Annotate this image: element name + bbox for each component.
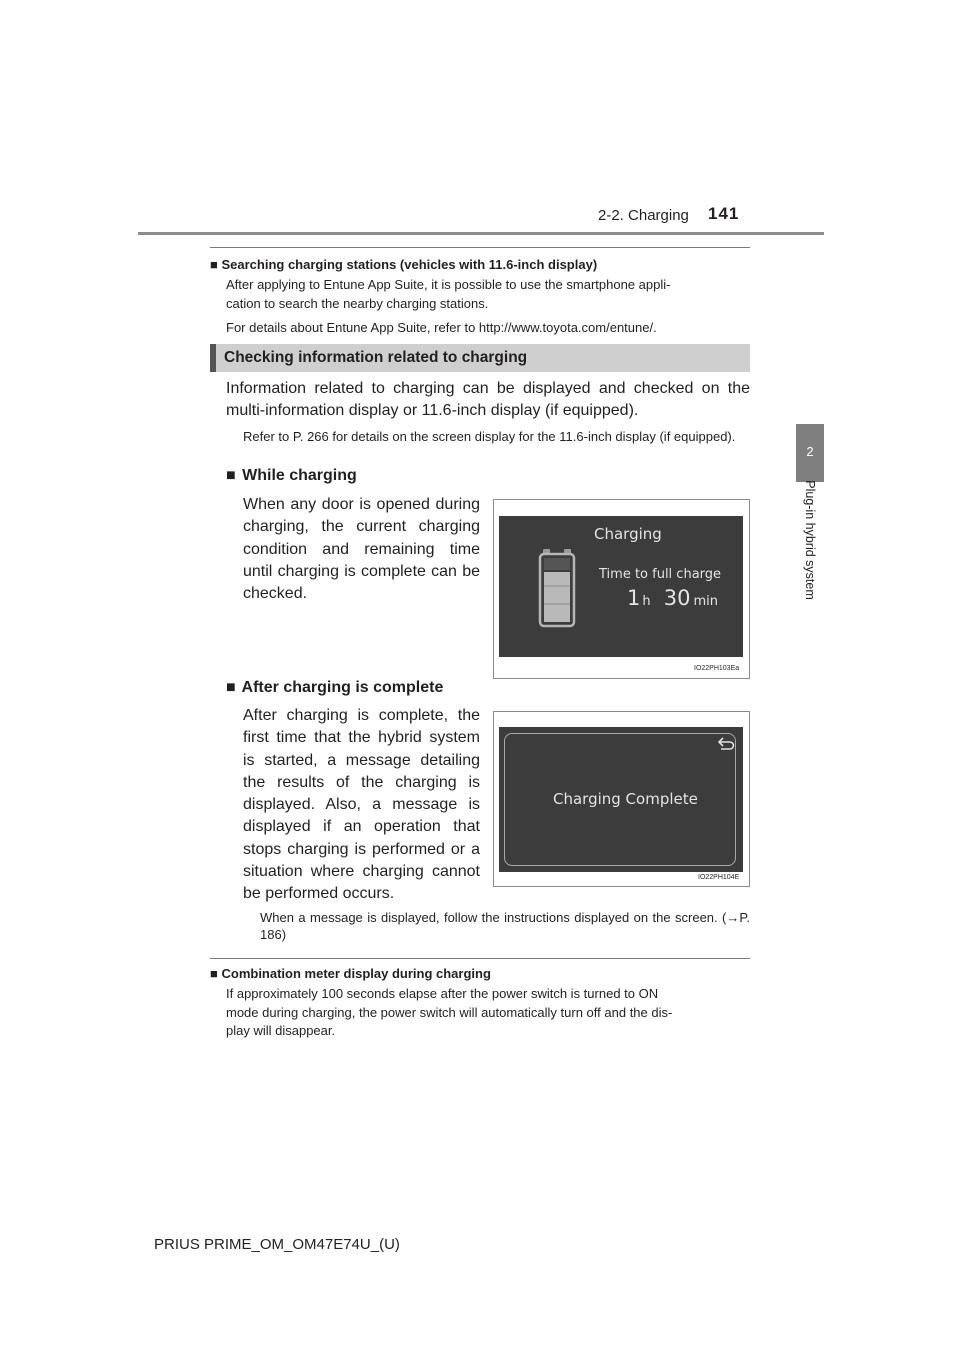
hours-unit: h xyxy=(642,594,651,609)
note-line: mode during charging, the power switch will automatically turn off and the dis- xyxy=(226,1004,673,1020)
note-title: Searching charging stations (vehicles with 11.6-inch display) xyxy=(221,257,598,272)
while-charging-body: When any door is opened during charging, the current charging condition and remaining time until charging is complete can be checked. xyxy=(243,496,480,603)
subheading-text: After charging is complete xyxy=(241,679,444,696)
note-title: Combination meter display during charging xyxy=(221,966,491,981)
subheading-after-charging xyxy=(226,679,443,697)
footer-doc-id: PRIUS PRIME_OM_OM47E74U_(U) xyxy=(154,1236,400,1253)
square-bullet-icon: ■ xyxy=(210,257,218,272)
subheading-text: While charging xyxy=(242,467,357,484)
time-label: Time to full charge xyxy=(599,567,722,582)
note-line: play will disappear. xyxy=(226,1023,336,1038)
charging-screen-figure xyxy=(493,499,750,679)
page-number: 141 xyxy=(708,204,740,223)
chapter-label: Plug-in hybrid system xyxy=(803,480,817,600)
minutes-unit: min xyxy=(693,594,718,609)
hours-value: 1 xyxy=(627,586,641,610)
display-screen xyxy=(499,516,743,657)
note-line: If approximately 100 seconds elapse after the power switch is turned to ON xyxy=(226,986,659,1001)
minutes-value: 30 xyxy=(663,586,691,610)
note-line: For details about Entune App Suite, refer to http://www.toyota.com/entune/. xyxy=(226,320,657,335)
complete-message: Charging Complete xyxy=(553,790,698,808)
note-heading xyxy=(210,257,597,272)
charging-complete-figure xyxy=(493,711,750,887)
note-heading xyxy=(210,966,491,981)
section-intro: Information related to charging can be displayed and checked on the multi-information display or 11.6-inch display (if equipped). xyxy=(226,380,750,419)
square-bullet-icon: ■ xyxy=(210,966,218,981)
section-banner-accent xyxy=(210,344,216,372)
subheading-while-charging xyxy=(226,467,357,485)
battery-car-icon xyxy=(537,548,577,628)
after-charging-body: After charging is complete, the first time that the hybrid system is started, a message detailing the results of the charging is displayed. Also, a message is displayed if an operation that stops charging is performed or a situation where charging cannot be performed occurs. xyxy=(243,707,480,903)
figure-code: IO22PH104E xyxy=(698,874,740,881)
display-screen xyxy=(499,727,743,872)
note-line: After applying to Entune App Suite, it is possible to use the smartphone appli- xyxy=(226,277,671,292)
note-rule xyxy=(210,247,750,248)
chapter-number: 2 xyxy=(806,444,814,459)
section-title: Checking information related to charging xyxy=(224,349,528,366)
figure-code: IO22PH103Ea xyxy=(694,665,740,672)
section-header: 2-2. Charging xyxy=(598,207,689,224)
note-body xyxy=(226,985,750,1041)
back-arrow-icon xyxy=(717,737,735,751)
screen-title: Charging xyxy=(594,525,662,543)
square-bullet-icon: ■ xyxy=(226,467,236,484)
after-charging-note: When a message is displayed, follow the instructions displayed on the screen. (→P. 186) xyxy=(260,910,750,942)
time-readout xyxy=(627,586,718,610)
note-line: cation to search the nearby charging stations. xyxy=(226,295,489,311)
square-bullet-icon: ■ xyxy=(226,679,236,696)
note-rule xyxy=(210,958,750,959)
header-rule xyxy=(138,232,824,235)
refer-note: Refer to P. 266 for details on the screen display for the 11.6-inch display (if equipped). xyxy=(243,429,736,444)
note-body xyxy=(226,276,750,338)
